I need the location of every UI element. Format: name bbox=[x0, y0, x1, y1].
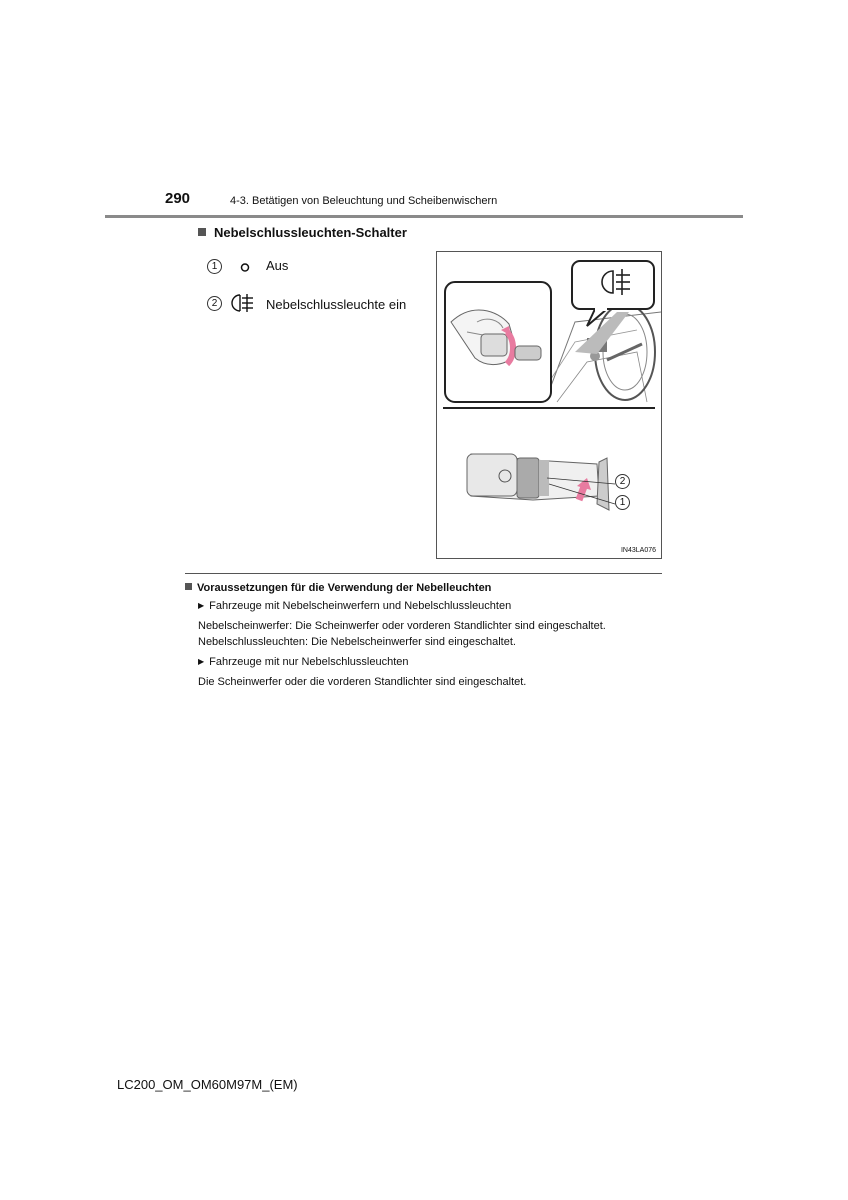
chapter-title: 4-3. Betätigen von Beleuchtung und Scheibenwischern bbox=[230, 195, 498, 207]
figure-callout-2: 2 bbox=[615, 474, 630, 489]
figure-code: IN43LA076 bbox=[620, 547, 656, 554]
bullet-item-2 bbox=[198, 654, 408, 670]
section-title bbox=[198, 225, 407, 240]
triangle-bullet-icon: ▶ bbox=[198, 657, 205, 666]
triangle-bullet-icon: ▶ bbox=[198, 601, 205, 610]
illustration-drawing bbox=[437, 252, 661, 558]
section-title-text: Nebelschlussleuchten-Schalter bbox=[214, 225, 407, 240]
figure-callout-1: 1 bbox=[615, 495, 630, 510]
bullet-item-1 bbox=[198, 598, 511, 614]
paragraph-2: Die Scheinwerfer oder die vorderen Standlichter sind eingeschaltet. bbox=[198, 676, 527, 688]
illustration-figure bbox=[436, 251, 662, 559]
bullet-item-2-text: Fahrzeuge mit nur Nebelschlussleuchten bbox=[209, 656, 409, 668]
paragraph-1-line-1: Nebelscheinwerfer: Die Scheinwerfer oder vorderen Standlichter sind eingeschaltet. bbox=[198, 620, 606, 632]
paragraph-1-line-2: Nebelschlussleuchten: Die Nebelscheinwerfer sind eingeschaltet. bbox=[198, 636, 516, 648]
document-code-footer: LC200_OM_OM60M97M_(EM) bbox=[117, 1077, 298, 1092]
bullet-item-1-text: Fahrzeuge mit Nebelscheinwerfern und Nebelschlussleuchten bbox=[209, 600, 512, 612]
subsection-title-text: Voraussetzungen für die Verwendung der Nebelleuchten bbox=[197, 582, 492, 594]
header-rule bbox=[105, 215, 743, 218]
square-bullet-icon bbox=[185, 583, 192, 590]
off-circle-icon bbox=[239, 261, 251, 276]
item-label-fog-on: Nebelschlussleuchte ein bbox=[266, 297, 407, 312]
section-separator bbox=[185, 573, 662, 574]
subsection-title bbox=[185, 582, 491, 594]
rear-fog-light-icon bbox=[231, 292, 257, 317]
item-number-1: 1 bbox=[207, 259, 222, 274]
page-number: 290 bbox=[165, 190, 191, 207]
item-number-2: 2 bbox=[207, 296, 222, 311]
square-bullet-icon bbox=[198, 228, 206, 236]
item-label-off: Aus bbox=[266, 258, 289, 273]
